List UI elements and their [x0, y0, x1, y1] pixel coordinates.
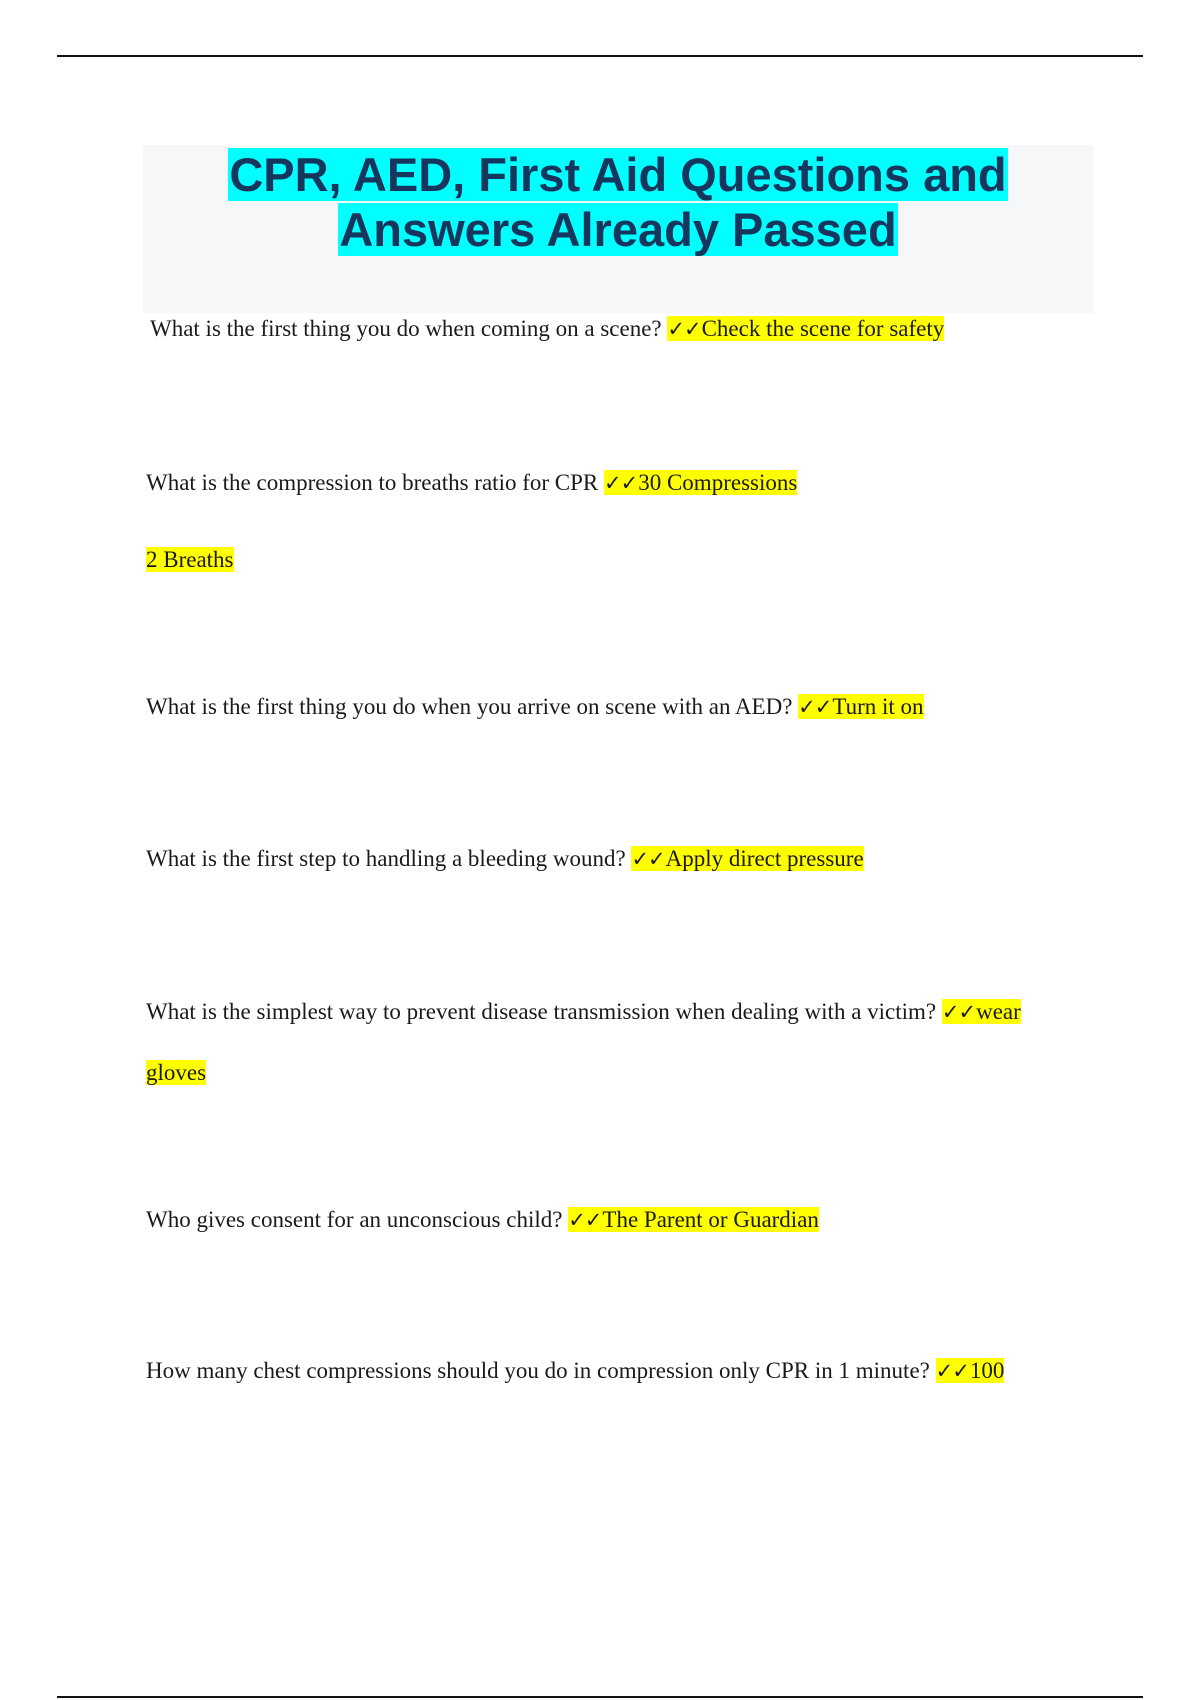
double-check-icon: ✓✓: [798, 695, 832, 719]
answer-highlight: [936, 1358, 1005, 1383]
double-check-icon: ✓✓: [631, 847, 665, 871]
qa-item-3: [146, 692, 924, 722]
document-title: [143, 145, 1093, 257]
answer-highlight: [942, 999, 1021, 1024]
title-block: [143, 145, 1093, 313]
qa-item-7: [146, 1356, 1004, 1386]
answer-highlight: [604, 470, 797, 495]
answer-highlight: [667, 316, 944, 341]
qa-item-6: [146, 1205, 819, 1235]
answer-highlight: [631, 846, 863, 871]
qa-item-5-continued: [146, 1058, 206, 1088]
question-text: How many chest compressions should you do in compression only CPR in 1 minute?: [146, 1358, 930, 1383]
double-check-icon: ✓✓: [941, 1000, 976, 1024]
question-text: What is the first thing you do when coming on a scene?: [150, 316, 662, 341]
answer-highlight: [568, 1207, 819, 1232]
qa-item-1: [150, 314, 944, 344]
question-text: Who gives consent for an unconscious child?: [146, 1207, 563, 1232]
answer-highlight: [798, 694, 923, 719]
answer-text: Turn it on: [832, 694, 924, 719]
answer-text: 100: [969, 1358, 1005, 1383]
title-line-2: Answers Already Passed: [339, 203, 897, 256]
qa-item-5: [146, 997, 1021, 1027]
question-text: What is the first step to handling a bleeding wound?: [146, 846, 626, 871]
footer-rule: [57, 1696, 1143, 1698]
title-line-1: CPR, AED, First Aid Questions and: [229, 148, 1007, 201]
answer-text: 30 Compressions: [638, 470, 798, 495]
double-check-icon: ✓✓: [935, 1359, 969, 1383]
question-text: What is the compression to breaths ratio for CPR: [146, 470, 599, 495]
double-check-icon: ✓✓: [667, 317, 701, 341]
qa-item-2: [146, 468, 797, 498]
question-text: What is the first thing you do when you arrive on scene with an AED?: [146, 694, 793, 719]
answer-text: Check the scene for safety: [701, 316, 945, 341]
answer-text: wear: [976, 999, 1021, 1024]
double-check-icon: ✓✓: [604, 471, 638, 495]
qa-item-4: [146, 844, 864, 874]
answer-text-continued: 2 Breaths: [146, 547, 234, 572]
qa-item-2-continued: [146, 545, 234, 575]
question-text: What is the simplest way to prevent disease transmission when dealing with a victim?: [146, 999, 937, 1024]
answer-text: The Parent or Guardian: [602, 1207, 819, 1232]
answer-text: Apply direct pressure: [665, 846, 864, 871]
answer-text-continued: gloves: [146, 1060, 207, 1085]
header-rule: [57, 55, 1143, 57]
double-check-icon: ✓✓: [568, 1208, 602, 1232]
